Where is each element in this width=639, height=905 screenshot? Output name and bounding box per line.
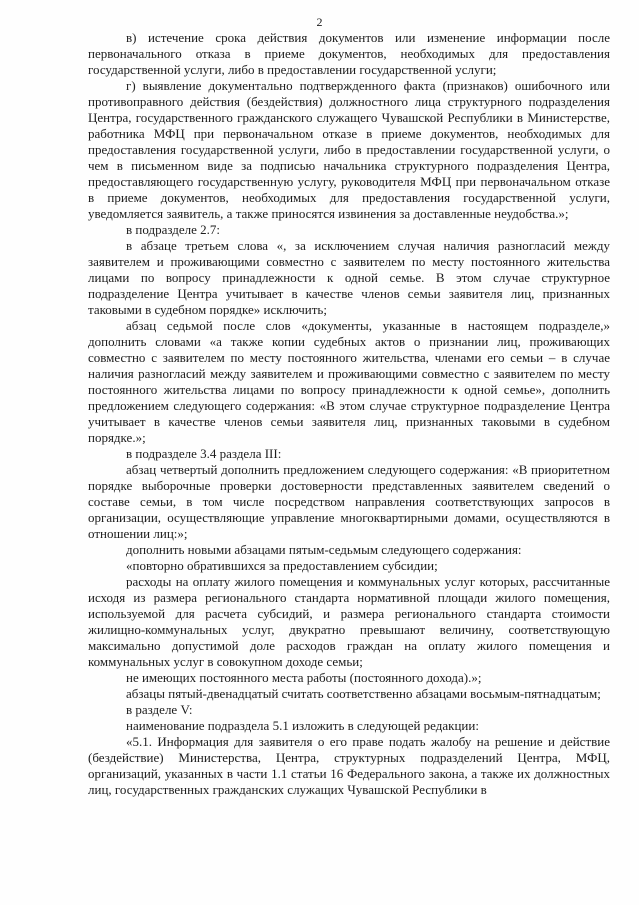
paragraph: в подразделе 2.7: [126, 222, 221, 237]
page-number: 2 [316, 15, 323, 29]
paragraph: дополнить новыми абзацами пятым-седьмым следующего содержания: [126, 542, 522, 557]
paragraph: в разделе V: [126, 702, 193, 717]
paragraph: в) истечение срока действия документов или изменение информации после первоначального отказа в приеме документов, необходимых для предоставления государственной услуги, либо в предоставлении государственной услуги; [88, 30, 610, 77]
paragraph: «5.1. Информация для заявителя о его праве подать жалобу на решение и действие (бездействие) Министерства, Центра, структурных подразделений Центра, МФЦ, организаций, указанных в части 1.1 статьи 16 Федерального закона, а также их должностных лиц, государственных гражданских служащих Чувашской Республики в [88, 734, 610, 797]
document-body [88, 30, 610, 900]
paragraph: абзац седьмой после слов «документы, указанные в настоящем подразделе,» дополнить словами «а также копии судебных актов о признании лиц, проживающих совместно с заявителем по месту постоянного жительства, членами его семьи – в случае наличия разногласий между заявителем и проживающими совместно с заявителем по месту постоянного жительства лицами по вопросу принадлежности к одной семье», дополнить предложением следующего содержания: «В этом случае структурное подразделение Центра учитывает в качестве членов семьи заявителя лиц, признанных таковыми в судебном порядке.»; [88, 318, 610, 445]
paragraph: г) выявление документально подтвержденного факта (признаков) ошибочного или противоправного действия (бездействия) должностного лица структурного подразделения Центра, государственного гражданского служащего Чувашской Республики в Министерстве, работника МФЦ при первоначальном отказе в приеме документов, необходимых для предоставления государственной услуги, либо в предоставлении государственной услуги, о чем в письменном виде за подписью начальника структурного подразделения Центра, предоставляющего государственную услугу, руководителя МФЦ при первоначальном отказе в приеме документов, необходимых для предоставления государственной услуги, уведомляется заявитель, а также приносятся извинения за доставленные неудобства.»; [88, 78, 610, 221]
paragraph: расходы на оплату жилого помещения и коммунальных услуг которых, рассчитанные исходя из размера регионального стандарта нормативной площади жилого помещения, используемой для расчета субсидий, и размера регионального стандарта стоимости жилищно-коммунальных услуг, двукратно превышают величину, соответствующую максимально допустимой доле расходов граждан на оплату жилого помещения и коммунальных услуг в совокупном доходе семьи; [88, 574, 610, 669]
paragraph: абзац четвертый дополнить предложением следующего содержания: «В приоритетном порядке выборочные проверки достоверности представленных заявителем сведений о составе семьи, в том числе посредством направления соответствующих запросов в организации, осуществляющие управление многоквартирными домами, осуществляются в отношении лиц:»; [88, 462, 610, 541]
paragraph: «повторно обратившихся за предоставлением субсидии; [126, 558, 438, 573]
paragraph: абзацы пятый-двенадцатый считать соответственно абзацами восьмым-пятнадцатым; [126, 686, 601, 701]
paragraph: не имеющих постоянного места работы (постоянного дохода).»; [126, 670, 482, 685]
paragraph: в подразделе 3.4 раздела III: [126, 446, 282, 461]
paragraph: наименование подраздела 5.1 изложить в следующей редакции: [126, 718, 479, 733]
paragraph: в абзаце третьем слова «, за исключением случая наличия разногласий между заявителем и проживающими совместно с заявителем по месту постоянного жительства лицами по вопросу принадлежности к одной семье. В этом случае структурное подразделение Центра учитывает в качестве членов семьи заявителя лиц, признанных таковыми в судебном порядке» исключить; [88, 238, 610, 317]
